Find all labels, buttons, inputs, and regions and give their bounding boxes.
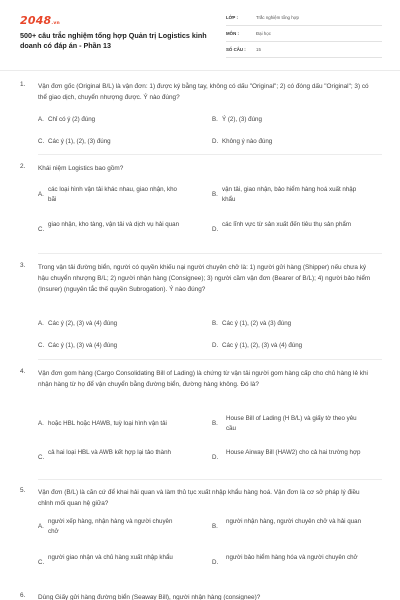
option-letter: C.: [38, 342, 45, 349]
question-separator: [38, 253, 382, 254]
option-letter: D.: [212, 559, 219, 566]
question-text: Vận đơn gốc (Original B/L) là vận đơn: 1) được ký bằng tay, không có dấu "Original"; 2) có đóng dấu "Original"; 3) có thể giao dịch, chuyển nhượng được. Ý nào đúng?: [38, 83, 369, 101]
header-divider: [0, 70, 400, 71]
option-text: vận tải, giao nhận, bảo hiểm hàng hoá xuất nhập khẩu: [222, 186, 357, 203]
question-text: Dùng Giấy gửi hàng đường biển (Seaway Bill), người nhận hàng (consignee)?: [38, 594, 261, 600]
question-number: 1.: [20, 81, 26, 88]
option-letter: D.: [212, 454, 219, 461]
option-text: người bảo hiểm hàng hóa và người chuyên chở: [226, 554, 358, 561]
document-title: 500+ câu trắc nghiệm tổng hợp Quản trị Logistics kinh doanh có đáp án - Phần 13: [20, 31, 207, 50]
option-text: House Bill of Lading (H B/L) và giấy tờ theo yêu cầu: [226, 415, 357, 432]
option-text: Các ý (2), (3) và (4) đúng: [48, 320, 118, 327]
question-separator: [38, 154, 382, 155]
option-text: người xếp hàng, nhận hàng và người chuyên chở: [48, 518, 173, 535]
option-letter: A.: [38, 320, 44, 327]
info-table: [226, 10, 382, 58]
option-letter: A.: [38, 191, 44, 198]
question-3: [20, 262, 382, 362]
question-text: Trong vận tải đường biển, người có quyền khiếu nại người chuyên chở là: 1) người gửi hàng (Shipper) nếu chưa ký hậu chuyển nhượng B/L; 2) người nhận hàng (Consignee); 3) người cầm vận đơn (Bearer of B/L); 4) người bảo hiểm (Insurer) (nguyên tắc thế quyền Subrogation). Ý nào đúng?: [38, 264, 371, 293]
option-letter: B.: [212, 116, 218, 123]
question-1: [20, 81, 382, 161]
option-text: cả hai loại HBL và AWB kết hợp lại tảo thành: [48, 449, 171, 456]
option-text: hoặc HBL hoặc HAWB, tuỳ loại hình vận tải: [48, 420, 167, 427]
option-letter: C.: [38, 454, 45, 461]
option-text: các lĩnh vực từ sản xuất đến tiêu thụ sản phẩm: [222, 221, 352, 228]
option-letter: C.: [38, 138, 45, 145]
option-text: người giao nhận và chủ hàng xuất nhập khẩu: [48, 554, 173, 561]
info-label: SỐ CÂU :: [226, 47, 246, 52]
option-text: các loại hình vận tải khác nhau, giao nhận, kho bãi: [48, 186, 177, 203]
question-separator: [38, 479, 382, 480]
option-letter: A.: [38, 523, 44, 530]
option-letter: D.: [212, 226, 219, 233]
question-number: 5.: [20, 487, 26, 494]
option-letter: A.: [38, 420, 44, 427]
question-number: 2.: [20, 163, 26, 170]
info-value: Trắc nghiệm tổng hợp: [256, 15, 299, 20]
option-letter: B.: [212, 320, 218, 327]
question-5: [20, 487, 382, 583]
page-header: [0, 0, 400, 66]
info-label: MÔN :: [226, 31, 239, 36]
option-text: Các ý (1), (2), (3) đúng: [48, 138, 111, 145]
question-text: Vận đơn (B/L) là căn cứ để khai hải quan và làm thủ tục xuất nhập khẩu hàng hoá. Vận đơn là cơ sở pháp lý điều chỉnh mối quan hệ giữa?: [38, 489, 360, 507]
logo-text: 2048: [20, 14, 52, 27]
option-text: giao nhận, kho tàng, vận tải và dịch vụ hải quan: [48, 221, 180, 228]
option-letter: B.: [212, 191, 218, 198]
info-row-count: [226, 42, 382, 58]
question-4: [20, 368, 382, 478]
question-number: 6.: [20, 592, 26, 599]
site-logo[interactable]: [20, 14, 60, 27]
info-value: Đại học: [256, 31, 271, 36]
info-row-class: [226, 10, 382, 26]
info-value: 15: [256, 47, 261, 52]
option-text: Các ý (1), (2), (3) và (4) đúng: [222, 342, 303, 349]
question-text: Khái niệm Logistics bao gồm?: [38, 165, 124, 172]
option-text: Không ý nào đúng: [222, 138, 273, 145]
question-6: [20, 592, 382, 600]
option-text: House Airway Bill (HAW2) cho cả hai trường hợp: [226, 449, 361, 456]
info-label: LỚP :: [226, 15, 238, 20]
question-separator: [38, 359, 382, 360]
option-letter: D.: [212, 342, 219, 349]
option-text: Chỉ có ý (2) đúng: [48, 116, 96, 123]
question-2: [20, 163, 382, 253]
question-number: 4.: [20, 368, 26, 375]
option-letter: B.: [212, 523, 218, 530]
question-text: Vận đơn gom hàng (Cargo Consolidating Bill of Lading) là chứng từ vận tải người gom hàng cấp cho chủ hàng lẻ khi nhận hàng từ họ để vận chuyển bằng đường biển, đường hàng không. Đó là?: [38, 370, 368, 388]
option-letter: C.: [38, 226, 45, 233]
info-row-subject: [226, 26, 382, 42]
option-text: người nhận hàng, người chuyên chở và hải quan: [226, 518, 362, 525]
question-number: 3.: [20, 262, 26, 269]
option-text: Các ý (1), (2) và (3) đúng: [222, 320, 292, 327]
option-letter: A.: [38, 116, 44, 123]
option-letter: B.: [212, 420, 218, 427]
option-letter: C.: [38, 559, 45, 566]
logo-suffix: .vn: [51, 21, 60, 26]
option-text: Ý (2), (3) đúng: [222, 116, 262, 123]
option-letter: D.: [212, 138, 219, 145]
option-text: Các ý (1), (3) và (4) đúng: [48, 342, 118, 349]
